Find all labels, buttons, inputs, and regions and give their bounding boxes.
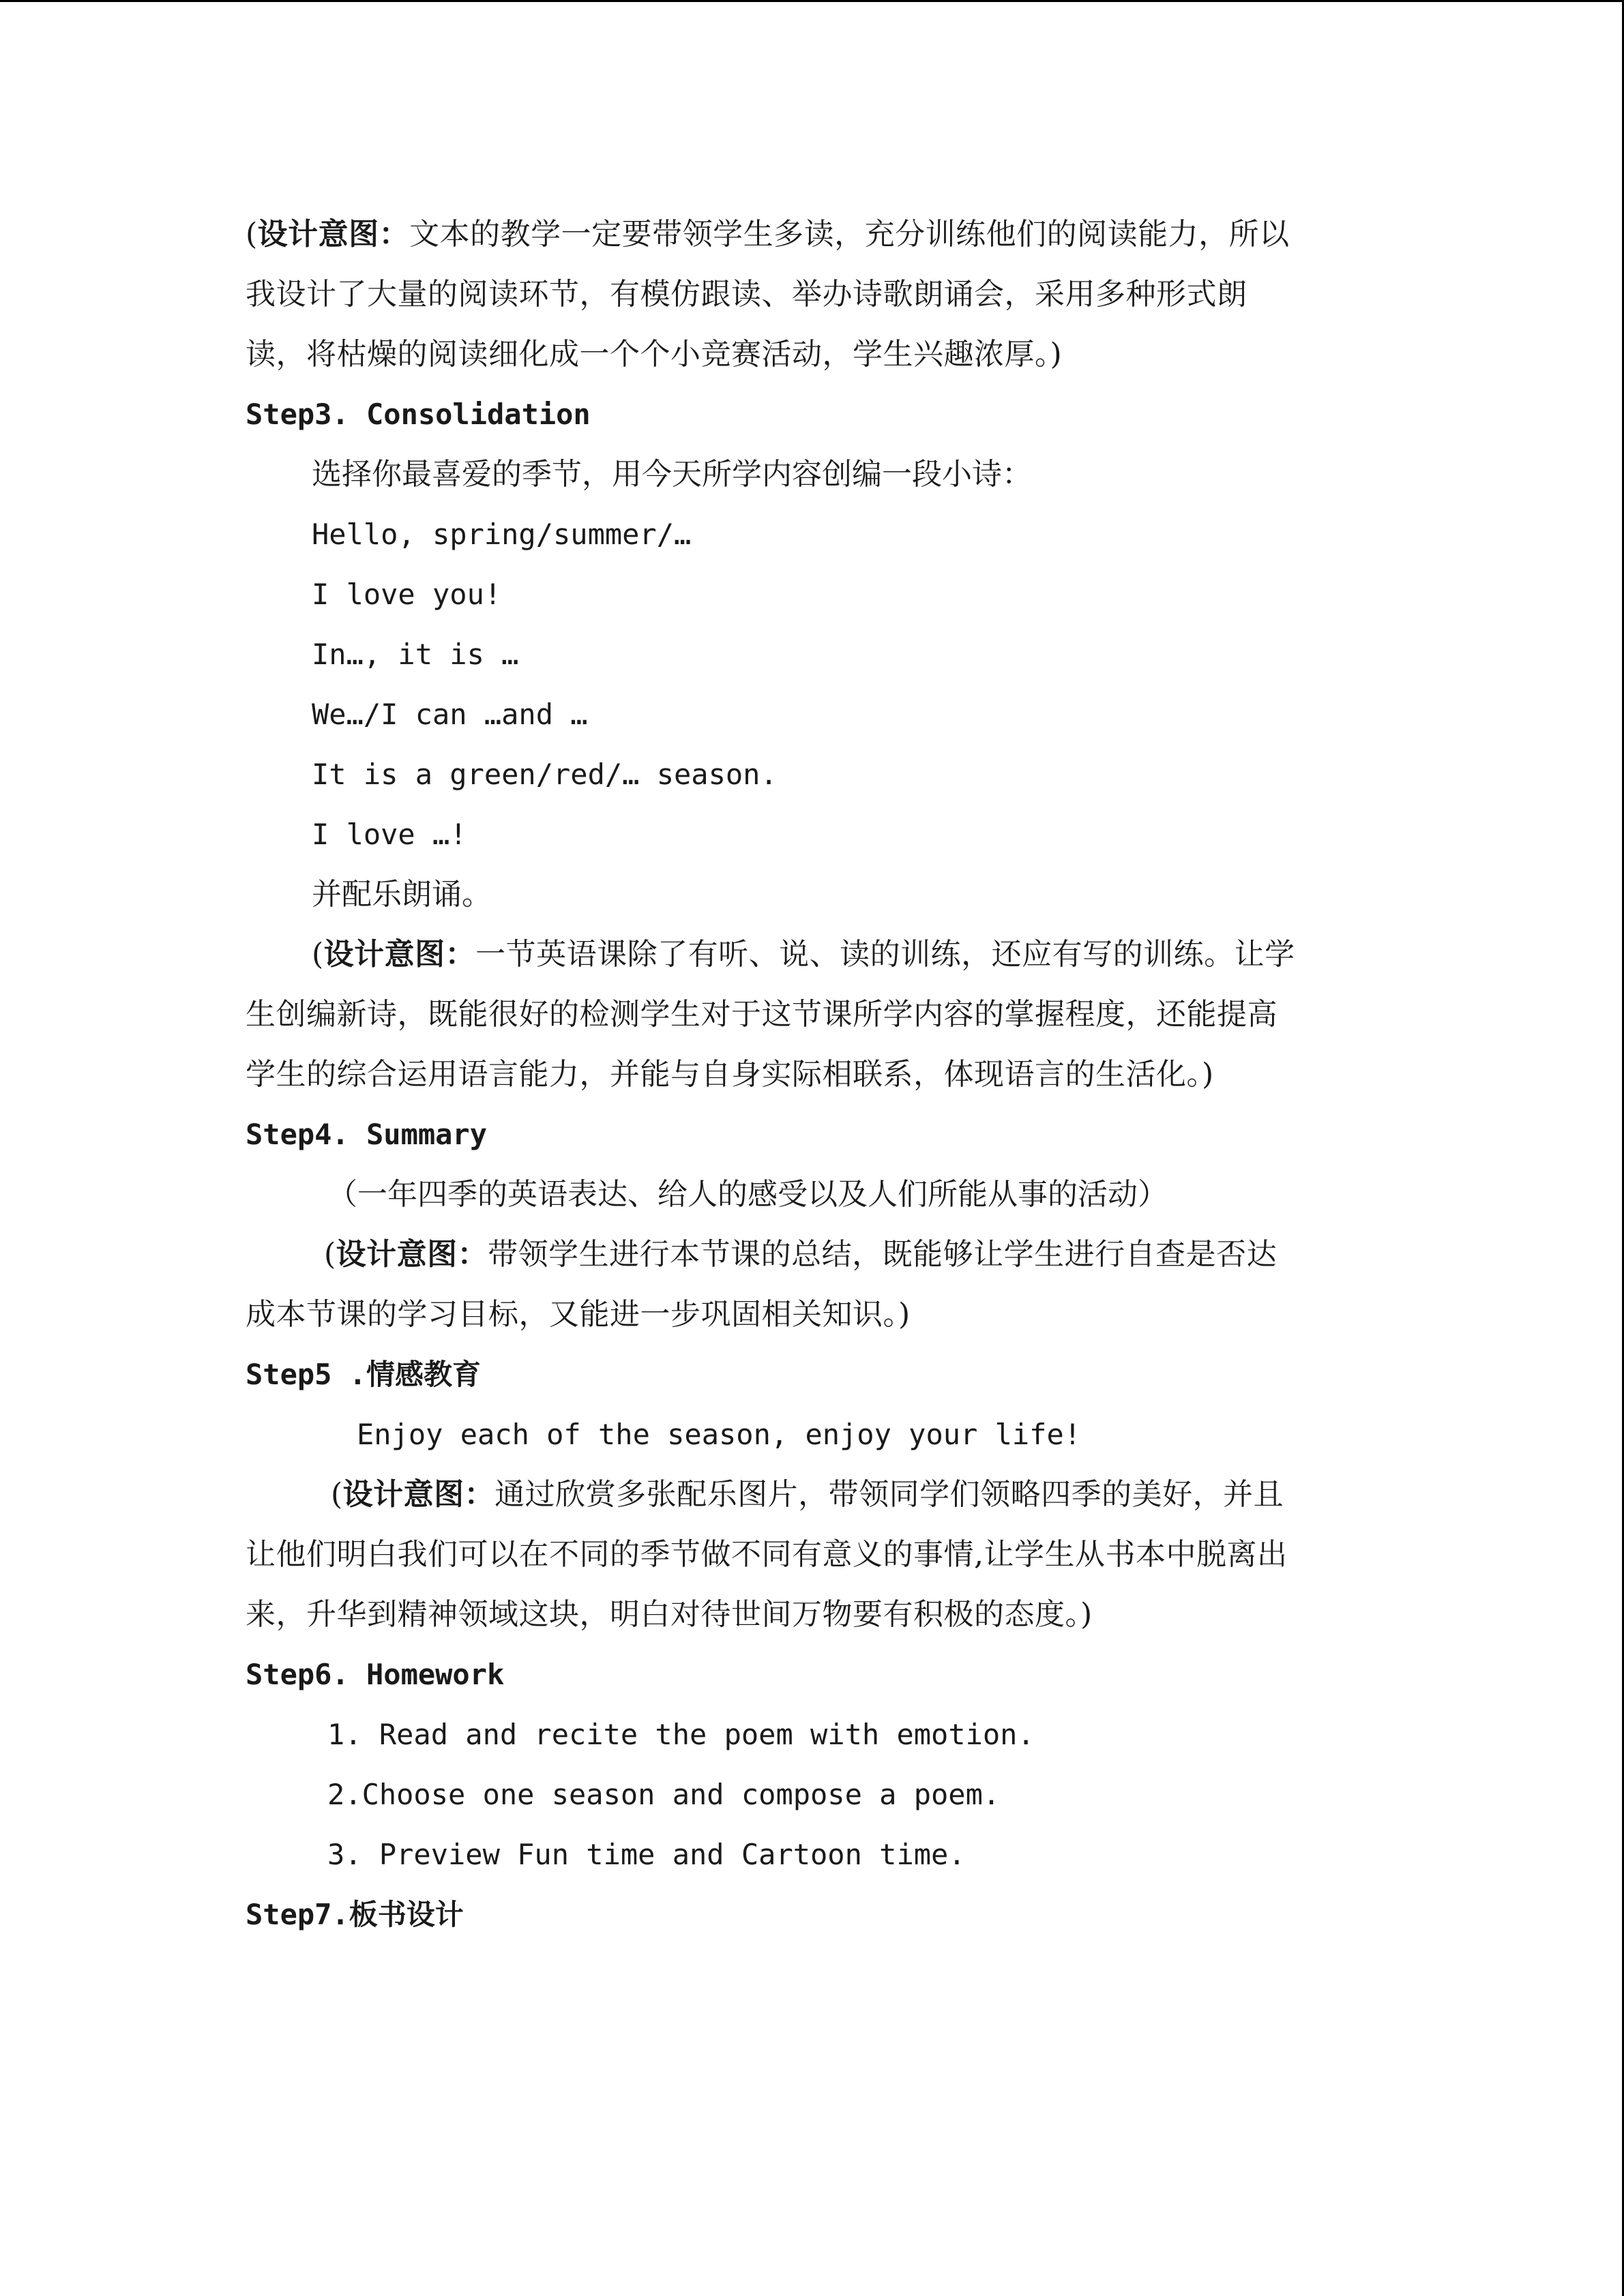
step3-heading: Step3. Consolidation xyxy=(246,398,591,431)
intent-3-line-1: (设计意图：带领学生进行本节课的总结，既能够让学生进行自查是否达 xyxy=(324,1237,1278,1272)
intent-3-line-2: 成本节课的学习目标，又能进一步巩固相关知识。) xyxy=(246,1297,911,1332)
intent-1-label: 设计意图： xyxy=(257,217,410,252)
step5-content: Enjoy each of the season, enjoy your life! xyxy=(357,1418,1082,1451)
poem-line-1: Hello, spring/summer/… xyxy=(312,518,692,551)
homework-item-3: 3. Preview Fun time and Cartoon time. xyxy=(327,1838,966,1871)
intent-4-line-3: 来，升华到精神领域这块，明白对待世间万物要有积极的态度。) xyxy=(246,1597,1093,1632)
intent-2-line-1: (设计意图：一节英语课除了有听、说、读的训练，还应有写的训练。让学 xyxy=(312,937,1295,972)
poem-line-6: I love …! xyxy=(312,818,467,851)
poem-line-4: We…/I can …and … xyxy=(312,698,588,731)
step4-content: （一年四季的英语表达、给人的感受以及人们所能从事的活动） xyxy=(327,1177,1168,1212)
step4-heading: Step4. Summary xyxy=(246,1118,488,1151)
intent-2-line-3: 学生的综合运用语言能力，并能与自身实际相联系，体现语言的生活化。) xyxy=(246,1057,1214,1092)
intent-4-line-2: 让他们明白我们可以在不同的季节做不同有意义的事情,让学生从书本中脱离出 xyxy=(246,1537,1288,1572)
step3-after: 并配乐朗诵。 xyxy=(312,877,492,912)
intent-4-label: 设计意图： xyxy=(342,1477,495,1512)
intent-1-text: 文本的教学一定要带领学生多读，充分训练他们的阅读能力，所以 xyxy=(409,217,1290,252)
document-page xyxy=(246,205,1391,1945)
intent-3-label: 设计意图： xyxy=(336,1237,488,1272)
step3-instruction: 选择你最喜爱的季节，用今天所学内容创编一段小诗： xyxy=(312,457,1032,492)
step6-heading: Step6. Homework xyxy=(246,1658,505,1691)
poem-line-3: In…, it is … xyxy=(312,638,519,671)
intent-2-line-2: 生创编新诗，既能很好的检测学生对于这节课所学内容的掌握程度，还能提高 xyxy=(246,997,1278,1032)
poem-line-2: I love you! xyxy=(312,578,502,611)
top-border-line xyxy=(0,0,1624,2)
intent-3-text: 带领学生进行本节课的总结，既能够让学生进行自查是否达 xyxy=(488,1237,1278,1272)
homework-item-2: 2.Choose one season and compose a poem. xyxy=(327,1778,1001,1811)
intent-4-text: 通过欣赏多张配乐图片，带领同学们领略四季的美好，并且 xyxy=(494,1477,1284,1512)
homework-item-1: 1. Read and recite the poem with emotion. xyxy=(327,1718,1035,1751)
poem-line-5: It is a green/red/… season. xyxy=(312,758,778,791)
intent-1-line-1: (设计意图：文本的教学一定要带领学生多读，充分训练他们的阅读能力，所以 xyxy=(246,217,1290,252)
intent-1-line-3: 读，将枯燥的阅读细化成一个个小竞赛活动，学生兴趣浓厚。) xyxy=(246,337,1063,372)
step5-heading: Step5 .情感教育 xyxy=(246,1358,482,1391)
intent-2-label: 设计意图： xyxy=(323,937,476,972)
step7-heading: Step7.板书设计 xyxy=(246,1898,464,1931)
intent-4-line-1: (设计意图：通过欣赏多张配乐图片，带领同学们领略四季的美好，并且 xyxy=(331,1477,1284,1512)
intent-1-line-2: 我设计了大量的阅读环节，有模仿跟读、举办诗歌朗诵会，采用多种形式朗 xyxy=(246,277,1247,312)
intent-2-text: 一节英语课除了有听、说、读的训练，还应有写的训练。让学 xyxy=(475,937,1295,972)
